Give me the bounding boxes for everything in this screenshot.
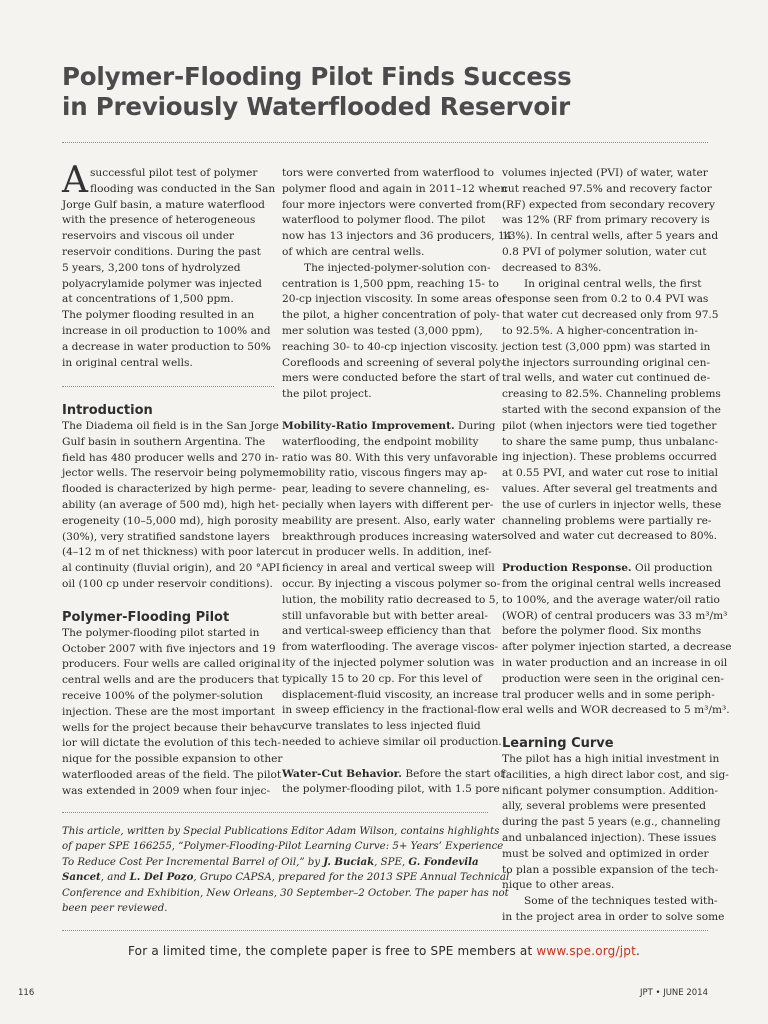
text-line: after polymer injection started, a decrease bbox=[502, 641, 732, 654]
text-line: nique to other areas. bbox=[502, 879, 615, 892]
text-line: the use of curlers in injector wells, these bbox=[502, 498, 722, 511]
watercut-section: Water-Cut Behavior. Before the start of the polymer-flooding pilot, with 1.5 pore bbox=[282, 767, 488, 799]
text-line: from waterflooding. The average viscos- bbox=[282, 641, 499, 654]
column-2-paragraph-2 bbox=[282, 261, 506, 403]
text-line: ally, several problems were presented bbox=[502, 800, 707, 813]
text-line: Gulf basin in southern Argentina. The bbox=[62, 435, 266, 448]
introduction-text bbox=[62, 419, 285, 593]
text-line: 13%). In central wells, after 5 years and bbox=[502, 230, 719, 243]
text-line: jection test (3,000 ppm) was started in bbox=[502, 340, 711, 353]
text-line: at concentrations of 1,500 ppm. bbox=[62, 293, 234, 306]
intro-divider bbox=[62, 386, 274, 387]
text-line: the pilot project. bbox=[282, 388, 372, 401]
text-line: to 92.5%. A higher-concentration in- bbox=[502, 324, 698, 337]
text-line: wells for the project because their behav- bbox=[62, 721, 286, 734]
text-line: Corefloods and screening of several poly- bbox=[282, 356, 505, 369]
text-line: 0.8 PVI of polymer solution, water cut bbox=[502, 245, 707, 258]
text-line: The Diadema oil field is in the San Jorge bbox=[62, 420, 279, 432]
text-line: at 0.55 PVI, and water cut rose to initial bbox=[502, 467, 719, 480]
text-line: In original central wells, the first bbox=[524, 277, 702, 290]
editor-note: This article, written by Special Publications Editor Adam Wilson, contains highlights of paper SPE 166255, “Polymer-Flooding-Pilot Learning Curve: 5+ Years’ Experience To Reduce Cost Per Incremental Barrel of Oil,” by J. Buciak, SPE, G. Fondevila Sancet, and L. Del Pozo, Grupo CAPSA, prepared for the 2013 SPE Annual Technical Conference and Exhibition, New Orleans, 30 September–2 October. The paper has not been peer reviewed. bbox=[62, 826, 510, 915]
text-line: oil (100 cp under reservoir conditions). bbox=[62, 577, 273, 590]
text-line: now has 13 injectors and 36 producers, 14 bbox=[282, 230, 512, 243]
pilot-text bbox=[62, 626, 286, 800]
text-line: must be solved and optimized in order bbox=[502, 847, 709, 860]
text-line: to 100%, and the average water/oil ratio bbox=[502, 593, 720, 606]
text-line: tral producer wells and in some periph- bbox=[502, 688, 715, 701]
text-line: producers. Four wells are called original bbox=[62, 658, 281, 671]
text-line: receive 100% of the polymer-solution bbox=[62, 689, 263, 702]
text-line: needed to achieve similar oil production. bbox=[282, 735, 502, 748]
text-line: centration is 1,500 ppm, reaching 15- to bbox=[282, 277, 499, 290]
column-1 bbox=[62, 403, 286, 800]
text-line: central wells and are the producers that bbox=[62, 674, 279, 687]
text-line: mers were conducted before the start of bbox=[282, 372, 500, 385]
text-line: cut reached 97.5% and recovery factor bbox=[502, 182, 712, 195]
text-line: eral wells and WOR decreased to 5 m³/m³. bbox=[502, 704, 730, 717]
text-line: pecially when layers with different per- bbox=[282, 498, 494, 511]
production-run-in: Production Response. bbox=[502, 562, 632, 575]
promo-divider bbox=[62, 930, 708, 931]
text-line: production were seen in the original cen- bbox=[502, 672, 724, 685]
note-divider-top bbox=[62, 812, 488, 813]
learning-curve-text bbox=[502, 752, 729, 894]
text-line: ability (an average of 500 md), high het- bbox=[62, 498, 279, 511]
text-line: tral wells, and water cut continued de- bbox=[502, 372, 711, 385]
column-2 bbox=[282, 166, 512, 798]
text-line: was 12% (RF from primary recovery is bbox=[502, 214, 710, 227]
text-line: the polymer-flooding pilot, with 1.5 pore bbox=[282, 783, 500, 796]
text-line: and unbalanced injection). These issues bbox=[502, 832, 717, 845]
text-line: field has 480 producer wells and 270 in- bbox=[62, 451, 279, 464]
jpt-link[interactable]: www.spe.org/jpt bbox=[536, 944, 636, 958]
article-title bbox=[62, 62, 722, 122]
title-line-2: in Previously Waterflooded Reservoir bbox=[62, 92, 571, 121]
mobility-run-in: Mobility-Ratio Improvement. bbox=[282, 419, 455, 432]
text-line: curve translates to less injected fluid bbox=[282, 720, 481, 733]
drop-cap: A bbox=[62, 160, 88, 201]
text-line: flooding was conducted in the San bbox=[90, 182, 276, 195]
text-line: the pilot, a higher concentration of poly- bbox=[282, 309, 500, 322]
text-line: response seen from 0.2 to 0.4 PVI was bbox=[502, 293, 709, 306]
text-line: nique for the possible expansion to other bbox=[62, 753, 283, 766]
text-line: ior will dictate the evolution of this tech- bbox=[62, 737, 281, 750]
text-line: reservoir conditions. During the past bbox=[62, 245, 261, 258]
text-line: waterflooding, the endpoint mobility bbox=[282, 435, 479, 448]
text-line: decreased to 83%. bbox=[502, 261, 602, 274]
author-fondevila: G. Fondevila bbox=[408, 855, 479, 868]
text-line: October 2007 with five injectors and 19 bbox=[62, 642, 276, 655]
text-line: (RF) expected from secondary recovery bbox=[502, 198, 715, 211]
text-line: that water cut decreased only from 97.5 bbox=[502, 309, 719, 322]
text-line: Jorge Gulf basin, a mature waterflood bbox=[62, 198, 265, 211]
text-line: volumes injected (PVI) of water, water bbox=[502, 167, 708, 179]
text-line: cut in producer wells. In addition, inef- bbox=[282, 546, 492, 559]
text-line: in sweep efficiency in the fractional-flow bbox=[282, 704, 500, 717]
text-line: polyacrylamide polymer was injected bbox=[62, 277, 262, 290]
text-line: facilities, a high direct labor cost, and sig- bbox=[502, 768, 729, 781]
title-line-1: Polymer-Flooding Pilot Finds Success bbox=[62, 62, 572, 91]
text-line: (30%), very stratified sandstone layers bbox=[62, 530, 270, 543]
text-line: ficiency in areal and vertical sweep will bbox=[282, 562, 495, 575]
text-line: still unfavorable but with better areal- bbox=[282, 609, 488, 622]
text-line: reaching 30- to 40-cp injection viscosity. bbox=[282, 340, 499, 353]
mobility-section: Mobility-Ratio Improvement. During waterflooding, the endpoint mobility ratio was 80. With this very unfavorable mobility ratio, viscous fingers may ap- pear, leading to severe channeling, es- pecially when layers with different per- meability are present. Also, early water breakthrough produces increasing water cut in producer wells. In addition, inef- ficiency in areal and vertical sweep will occur. By injecting a viscous polymer so- lution, the mobility ratio decreased to 5, still unfavorable but with better areal- and vertical-sweep efficiency than that from waterflooding. The average viscos- ity of the injected polymer solution was typically 15 to 20 cp. For this level of displacement-fluid viscosity, an increase in sweep efficiency in the fractional-flow curve translates to less injected fluid needed to achieve similar oil production. bbox=[282, 419, 488, 751]
intro-summary bbox=[62, 160, 276, 371]
text-line: The polymer-flooding pilot started in bbox=[62, 626, 260, 639]
text-line: occur. By injecting a viscous polymer so- bbox=[282, 577, 501, 590]
text-line: ratio was 80. With this very unfavorable bbox=[282, 451, 498, 464]
column-3-paragraph-1 bbox=[502, 166, 719, 277]
text-line: pear, leading to severe channeling, es- bbox=[282, 483, 490, 496]
text-line: typically 15 to 20 cp. For this level of bbox=[282, 672, 482, 685]
text-line: the injectors surrounding original cen- bbox=[502, 356, 710, 369]
text-line: to plan a possible expansion of the tech- bbox=[502, 863, 719, 876]
text-line: solved and water cut decreased to 80%. bbox=[502, 530, 718, 543]
text-line: ing injection). These problems occurred bbox=[502, 451, 717, 464]
text-line: (4–12 m of net thickness) with poor later- bbox=[62, 546, 285, 559]
text-line: creasing to 82.5%. Channeling problems bbox=[502, 388, 721, 401]
promo-banner: For a limited time, the complete paper is free to SPE members at www.spe.org/jpt. bbox=[127, 944, 641, 958]
text-line: The polymer flooding resulted in an bbox=[62, 309, 255, 322]
pilot-heading: Polymer-Flooding Pilot bbox=[62, 609, 230, 625]
page-number: 116 bbox=[18, 988, 35, 998]
text-line: a decrease in water production to 50% bbox=[62, 340, 271, 353]
watercut-run-in: Water-Cut Behavior. bbox=[282, 767, 402, 780]
column-3-paragraph-2 bbox=[502, 277, 722, 546]
text-line: in the project area in order to solve some bbox=[502, 911, 725, 924]
text-line: jector wells. The reservoir being polymer bbox=[62, 467, 284, 480]
text-line: Some of the techniques tested with- bbox=[524, 895, 718, 908]
text-line: before the polymer flood. Six months bbox=[502, 625, 702, 638]
text-line: in water production and an increase in oil bbox=[502, 656, 728, 669]
text-line: and vertical-sweep efficiency than that bbox=[282, 625, 491, 638]
text-line: in original central wells. bbox=[62, 356, 193, 369]
text-line: nificant polymer consumption. Addition- bbox=[502, 784, 719, 797]
author-del-pozo: L. Del Pozo bbox=[129, 871, 194, 884]
production-section: Production Response. Oil production from the original central wells increased to 100%, and the average water/oil ratio (WOR) of central producers was 33 m³/m³ before the polymer flood. Six months after polymer injection started, a decrease in water production and an increase in oil production were seen in the original cen- tral producer wells and in some periph- eral wells and WOR decreased to 5 m³/m³. bbox=[502, 561, 708, 719]
column-3 bbox=[502, 166, 732, 926]
column-2-paragraph-1 bbox=[282, 166, 512, 261]
text-line: al continuity (fluvial origin), and 20 °API bbox=[62, 562, 281, 575]
text-line: lution, the mobility ratio decreased to 5, bbox=[282, 593, 499, 606]
text-line: erogeneity (10–5,000 md), high porosity bbox=[62, 514, 279, 527]
title-divider bbox=[62, 142, 708, 143]
text-line: during the past 5 years (e.g., channeling bbox=[502, 816, 721, 829]
author-buciak: J. Buciak bbox=[323, 855, 375, 868]
text-line: displacement-fluid viscosity, an increase bbox=[282, 688, 499, 701]
text-line: pilot (when injectors were tied together bbox=[502, 419, 717, 432]
text-line: from the original central wells increased bbox=[502, 577, 722, 590]
text-line: increase in oil production to 100% and bbox=[62, 324, 271, 337]
text-line: values. After several gel treatments and bbox=[502, 482, 718, 495]
text-line: ity of the injected polymer solution was bbox=[282, 656, 495, 669]
text-line: four more injectors were converted from bbox=[282, 198, 502, 211]
text-line: mer solution was tested (3,000 ppm), bbox=[282, 324, 483, 337]
text-line: The injected-polymer-solution con- bbox=[304, 261, 491, 274]
introduction-heading: Introduction bbox=[62, 403, 153, 418]
text-line: waterflooded areas of the field. The pilot bbox=[62, 768, 282, 781]
text-line: to share the same pump, thus unbalanc- bbox=[502, 435, 719, 448]
text-line: breakthrough produces increasing water bbox=[282, 530, 503, 543]
text-line: was extended in 2009 when four injec- bbox=[62, 784, 271, 797]
text-line: 20-cp injection viscosity. In some areas of bbox=[282, 293, 506, 306]
text-line: tors were converted from waterflood to bbox=[282, 167, 495, 179]
text-line: 5 years, 3,200 tons of hydrolyzed bbox=[62, 261, 241, 274]
text-line: injection. These are the most important bbox=[62, 705, 276, 718]
learning-curve-heading: Learning Curve bbox=[502, 736, 614, 752]
text-line: of which are central wells. bbox=[282, 245, 425, 258]
text-line: waterflood to polymer flood. The pilot bbox=[282, 214, 486, 227]
text-line: polymer flood and again in 2011–12 when bbox=[282, 182, 508, 195]
text-line: started with the second expansion of the bbox=[502, 403, 721, 416]
text-line: channeling problems were partially re- bbox=[502, 514, 712, 527]
learning-curve-text-2 bbox=[502, 894, 725, 926]
text-line: The pilot has a high initial investment in bbox=[502, 753, 720, 766]
text-line: successful pilot test of polymer bbox=[90, 167, 258, 179]
text-line: flooded is characterized by high perme- bbox=[62, 483, 276, 496]
text-line: (WOR) of central producers was 33 m³/m³ bbox=[502, 609, 728, 622]
text-line: with the presence of heterogeneous bbox=[62, 214, 256, 227]
text-line: reservoirs and viscous oil under bbox=[62, 230, 235, 243]
text-line: mobility ratio, viscous fingers may ap- bbox=[282, 467, 488, 480]
text-line: meability are present. Also, early water bbox=[282, 514, 495, 527]
issue-label: JPT • JUNE 2014 bbox=[639, 988, 708, 998]
